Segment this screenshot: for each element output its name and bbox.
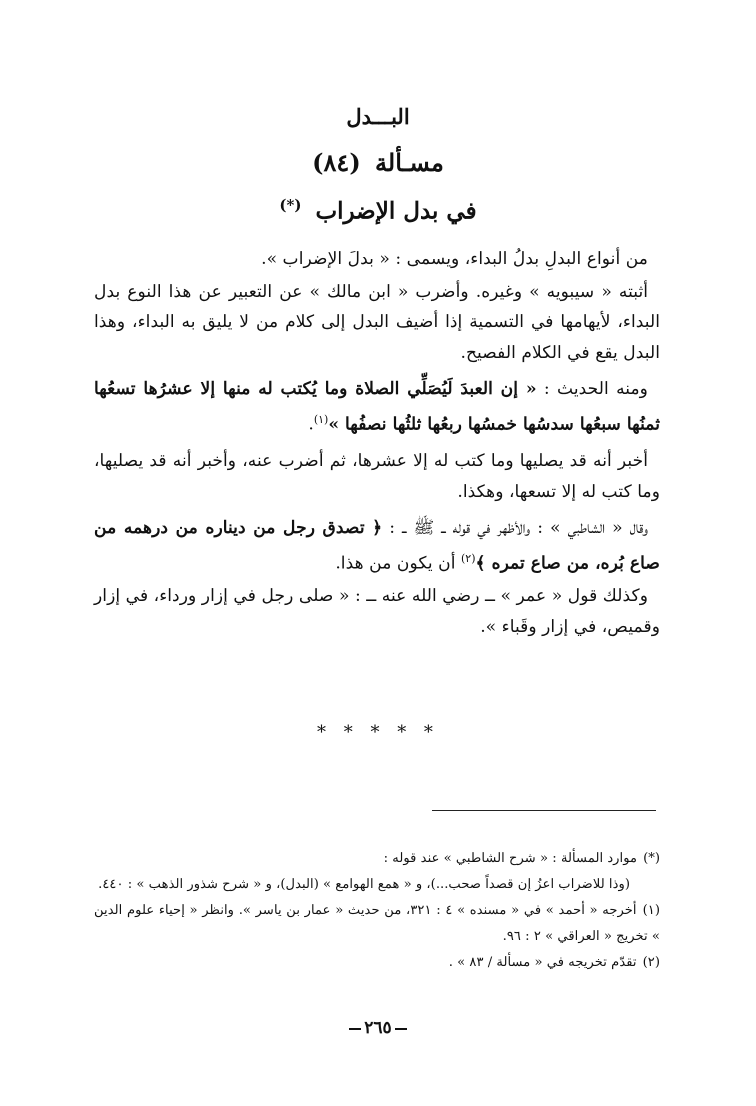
paragraph-4: أخبر أنه قد يصليها وما كتب له إلا عشرها، ثم أضرب عنه، وأخبر أنه قد يصليها، وما كتب له إلا تسعها، وهكذا. <box>94 451 660 502</box>
page-number-dash-right <box>395 1028 407 1030</box>
footnote-ref-1: (١) <box>313 412 329 426</box>
footnote-2-text: تقدّم تخريجه في « مسألة / ٨٣ » . <box>448 955 637 970</box>
paragraph-3-end: . <box>308 414 314 435</box>
paragraph-3 <box>94 374 660 440</box>
footnote-star <box>94 846 660 872</box>
footnote-1-text: أخرجه « أحمد » في « مسنده » ٤ : ٣٢١، من حديث « عمار بن ياسر ». وانظر « إحياء علوم الدين » تخريج « العراقي » ٢ : ٩٦. <box>94 903 660 944</box>
footnote-2 <box>94 950 660 976</box>
paragraph-5-intro: وقال « الشاطبي » : والأظهر في قوله ــ ﷺ ــ : <box>382 518 648 539</box>
footnote-1-marker: (١) <box>642 903 660 918</box>
masala-label: مسـألة <box>375 148 444 177</box>
masala-heading <box>0 148 756 177</box>
footnote-star-text: موارد المسألة : « شرح الشاطبي » عند قوله : <box>383 851 638 866</box>
body-text <box>94 244 660 649</box>
footnote-star-marker: (*) <box>643 851 660 866</box>
section-title: البـــدل <box>346 104 410 129</box>
quran-quote: ﴿ تصدق رجل من ديناره من درهمه من صاع بُره، من صاع تمره ﴾ <box>94 518 660 574</box>
paragraph-5 <box>94 513 660 579</box>
topic-heading <box>0 196 756 225</box>
masala-number: (٨٤) <box>312 148 361 177</box>
paragraph-5-end: أن يكون من هذا. <box>335 553 461 574</box>
topic-footnote-marker: (*) <box>279 196 302 214</box>
paragraph-2: أثبته « سيبويه » وغيره. وأضرب « ابن مالك » عن التعبير عن هذا النوع بدل البداء، لأيهامها في التسمية إذا أضيف البدل إلى كلام من لا يليق به البداء، وهذا البدل يقع في الكلام الفصيح. <box>94 281 660 363</box>
paragraph-1: من أنواع البدلِ بدلُ البداء، ويسمى : « بدلَ الإضراب ». <box>261 249 648 269</box>
footnote-star-continuation: (وذا للاضراب اعزُ إن قصداً صحب...)، و « همع الهوامع » (البدل)، و « شرح شذور الذهب » : ٤٤٠. <box>98 877 630 892</box>
topic-title: في بدل الإضراب <box>315 197 477 225</box>
paragraph-6: وكذلك قول « عمر » ــ رضي الله عنه ــ : « صلى رجل في إزار ورداء، في إزار وقميص، في إزار وقَباء ». <box>94 586 660 637</box>
footnotes <box>94 846 660 976</box>
page-number: ٢٦٥ <box>364 1018 392 1038</box>
paragraph-3-intro: ومنه الحديث : <box>536 379 648 400</box>
footnote-ref-2: (٢) <box>461 552 476 566</box>
footnote-1 <box>94 898 660 950</box>
page-number-dash-left <box>349 1028 361 1030</box>
page-number-block <box>0 1018 756 1038</box>
footnote-2-marker: (٢) <box>642 955 660 970</box>
footnote-separator <box>432 810 656 811</box>
hadith-quote: « إن العبدَ لَيُصَلِّي الصلاة وما يُكتب له منها إلا عشرُها تسعُها ثمنُها سبعُها سدسُها خمسُها ربعُها ثلثُها نصفُها » <box>94 379 660 435</box>
section-divider-stars: * * * * * <box>317 722 439 743</box>
